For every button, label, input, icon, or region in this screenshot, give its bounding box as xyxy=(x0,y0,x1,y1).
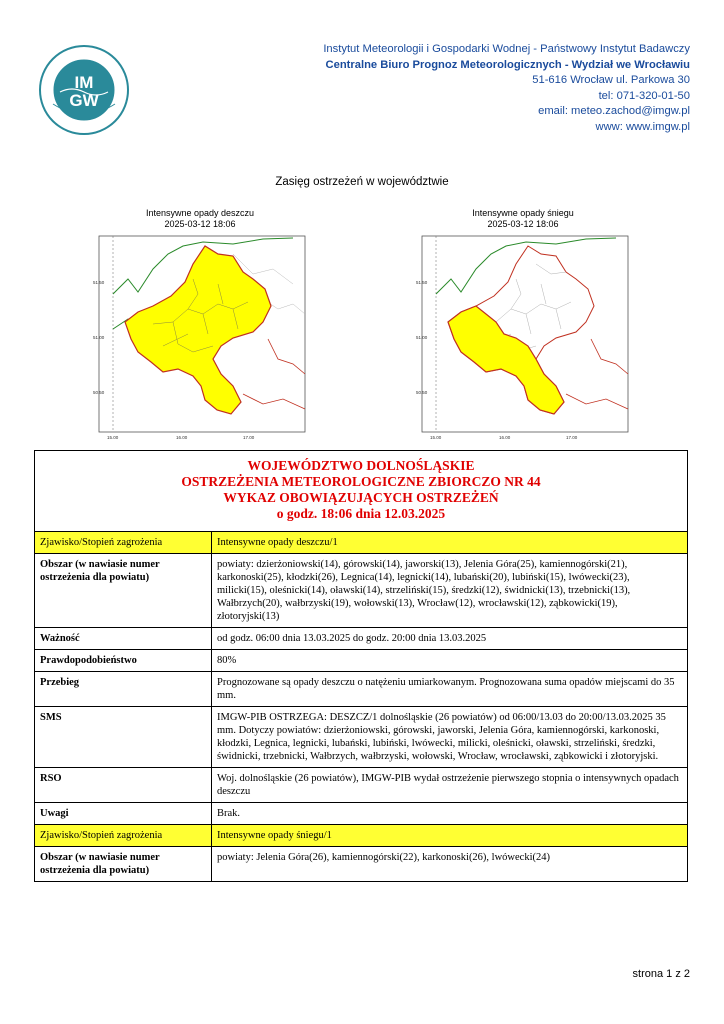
row-value: powiaty: Jelenia Góra(26), kamiennogórski(22), karkonoski(26), lwówecki(24) xyxy=(212,847,688,882)
row-label: RSO xyxy=(35,768,212,803)
snow-lat-label: 51.50 xyxy=(416,280,428,285)
snow-lat-label: 51.00 xyxy=(416,335,428,340)
row-label: Obszar (w nawiasie numer ostrzeżenia dla powiatu) xyxy=(35,847,212,882)
warning-bulletin-number: OSTRZEŻENIA METEOROLOGICZNE ZBIORCZO NR 44 xyxy=(181,474,541,489)
table-row xyxy=(35,650,688,672)
table-row xyxy=(35,825,688,847)
row-value: 80% xyxy=(212,650,688,672)
row-value: powiaty: dzierżoniowski(14), górowski(14), jaworski(13), Jelenia Góra(25), kamiennogórski(21), karkonoski(25), kłodzki(26), Legnica(14), legnicki(14), lubański(20), lubiński(15), lwówecki(23), milicki(15), oleśnicki(14), oławski(14), strzeliński(15), średzki(12), świdnicki(13), trzebnicki(13), Wałbrzych(20), wałbrzyski(19), wołowski(13), Wrocław(12), wrocławski(12), ząbkowicki(19), złotoryjski(13) xyxy=(212,554,688,628)
rain-map-block xyxy=(90,208,310,440)
institute-name: Instytut Meteorologii i Gospodarki Wodnej - Państwowy Instytut Badawczy xyxy=(323,43,690,55)
rain-lon-label: 16.00 xyxy=(176,435,188,440)
issue-datetime: o godz. 18:06 dnia 12.03.2025 xyxy=(276,506,446,521)
warning-document-title xyxy=(34,450,688,532)
snow-map-block xyxy=(413,208,633,440)
snow-map-datetime: 2025-03-12 18:06 xyxy=(487,219,559,229)
snow-lon-label: 15.00 xyxy=(430,435,442,440)
institute-header xyxy=(323,42,690,135)
rain-lon-label: 17.00 xyxy=(243,435,255,440)
table-row xyxy=(35,628,688,650)
phone: tel: 071-320-01-50 xyxy=(598,89,690,102)
imgw-logo xyxy=(38,44,130,136)
row-value: Intensywne opady śniegu/1 xyxy=(212,825,688,847)
rain-lat-label: 50.50 xyxy=(93,390,105,395)
rain-lat-label: 51.50 xyxy=(93,280,105,285)
rain-map-title: Intensywne opady deszczu xyxy=(145,208,255,218)
table-row xyxy=(35,532,688,554)
svg-text:GW: GW xyxy=(69,91,99,110)
row-value: Woj. dolnośląskie (26 powiatów), IMGW-PIB wydał ostrzeżenie pierwszego stopnia o intensywnych opadach deszczu xyxy=(212,768,688,803)
warnings-table xyxy=(34,531,688,882)
row-label: Zjawisko/Stopień zagrożenia xyxy=(35,825,212,847)
warning-list-heading: WYKAZ OBOWIĄZUJĄCYCH OSTRZEŻEŃ xyxy=(223,490,499,505)
table-row xyxy=(35,707,688,768)
rain-warning-map xyxy=(93,234,307,440)
snow-lon-label: 17.00 xyxy=(566,435,578,440)
row-value: Prognozowane są opady deszczu o natężeniu umiarkowanym. Prognozowana suma opadów miejscami do 35 mm. xyxy=(212,672,688,707)
rain-lon-label: 15.00 xyxy=(107,435,119,440)
table-row xyxy=(35,672,688,707)
row-value: Brak. xyxy=(212,803,688,825)
rain-lat-label: 51.00 xyxy=(93,335,105,340)
department-name: Centralne Biuro Prognoz Meteorologicznych - Wydział we Wrocławiu xyxy=(325,58,690,71)
page-number: strona 1 z 2 xyxy=(632,968,690,980)
row-label: Ważność xyxy=(35,628,212,650)
row-value: od godz. 06:00 dnia 13.03.2025 do godz. 20:00 dnia 13.03.2025 xyxy=(212,628,688,650)
website-link[interactable]: www: www.imgw.pl xyxy=(595,120,690,133)
row-value: Intensywne opady deszczu/1 xyxy=(212,532,688,554)
row-label: SMS xyxy=(35,707,212,768)
snow-lat-label: 50.50 xyxy=(416,390,428,395)
rain-map-datetime: 2025-03-12 18:06 xyxy=(164,219,236,229)
row-label: Uwagi xyxy=(35,803,212,825)
row-label: Zjawisko/Stopień zagrożenia xyxy=(35,532,212,554)
section-title: Zasięg ostrzeżeń w województwie xyxy=(275,176,449,188)
snow-map-title: Intensywne opady śniegu xyxy=(472,208,574,218)
snow-warning-map xyxy=(416,234,630,440)
row-label: Obszar (w nawiasie numer ostrzeżenia dla powiatu) xyxy=(35,554,212,628)
voivodeship-name: WOJEWÓDZTWO DOLNOŚLĄSKIE xyxy=(247,458,475,473)
table-row xyxy=(35,803,688,825)
svg-text:IM: IM xyxy=(74,73,94,92)
table-row xyxy=(35,768,688,803)
row-value: IMGW-PIB OSTRZEGA: DESZCZ/1 dolnośląskie (26 powiatów) od 06:00/13.03 do 20:00/13.03.2025 35 mm. Dotyczy powiatów: dzierżoniowski, górowski, jaworski, Jelenia Góra, kamiennogórski, karkonoski, kłodzki, Legnica, legnicki, lubański, lubiński, lwówecki, milicki, oleśnicki, oławski, strzeliński, średzki, świdnicki, trzebnicki, Wałbrzych, wałbrzyski, wołowski, Wrocław, wrocławski, ząbkowicki i złotoryjski. xyxy=(212,707,688,768)
email-link[interactable]: email: meteo.zachod@imgw.pl xyxy=(538,105,690,117)
snow-lon-label: 16.00 xyxy=(499,435,511,440)
row-label: Przebieg xyxy=(35,672,212,707)
row-label: Prawdopodobieństwo xyxy=(35,650,212,672)
table-row xyxy=(35,554,688,628)
address: 51-616 Wrocław ul. Parkowa 30 xyxy=(532,74,690,86)
table-row xyxy=(35,847,688,882)
